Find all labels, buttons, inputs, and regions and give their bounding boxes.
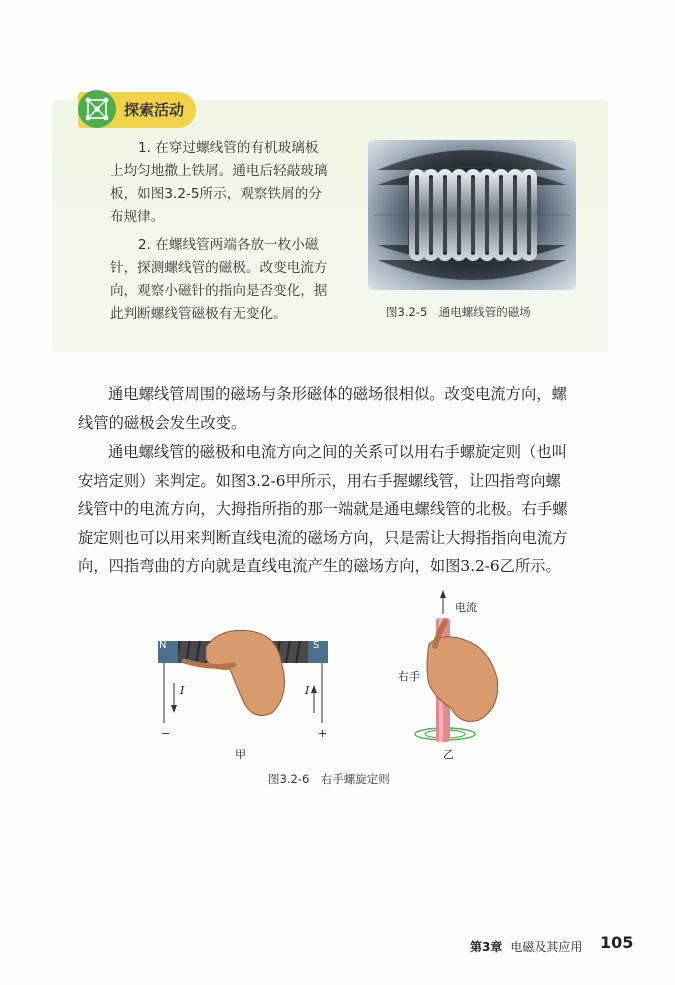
text-line: 板，如图3.2-5所示，观察铁屑的分 <box>110 186 322 202</box>
south-pole-label: S <box>313 640 320 651</box>
current-label-right: I <box>305 684 310 697</box>
text-line: 安培定则）来判定。如图3.2-6甲所示，用右手握螺线管，让四指弯向螺 <box>78 471 561 490</box>
text-line: 向，观察小磁针的指向是否变化，据 <box>110 283 328 299</box>
current-label-left: I <box>180 684 185 697</box>
text-line: 2. 在螺线管两端各放一枚小磁 <box>138 237 319 253</box>
chapter-title: 电磁及其应用 <box>510 940 583 954</box>
north-pole-label: N <box>159 640 167 651</box>
chapter-number: 第3章 <box>470 940 503 954</box>
text-line: 布规律。 <box>110 209 165 225</box>
page-number: 105 <box>600 933 634 952</box>
body-paragraph-2 <box>78 438 608 581</box>
text-line: 针，探测螺线管的磁极。改变电流方 <box>110 260 328 276</box>
negative-terminal-label: − <box>161 727 171 740</box>
text-line: 旋定则也可以用来判断直线电流的磁场方向，只是需让大拇指指向电流方 <box>78 528 568 547</box>
text-line: 1. 在穿过螺线管的有机玻璃板 <box>138 140 319 156</box>
text-line: 此判断螺线管磁极有无变化。 <box>110 306 287 322</box>
text-line: 线管中的电流方向，大拇指所指的那一端就是通电螺线管的北极。右手螺 <box>78 500 568 518</box>
text-line: 通电螺线管周围的磁场与条形磁体的磁场很相似。改变电流方向，螺 <box>108 385 567 403</box>
current-direction-label: 电流 <box>455 601 477 614</box>
text-line: 向，四指弯曲的方向就是直线电流产生的磁场方向，如图3.2-6乙所示。 <box>78 557 561 575</box>
figure-caption-3-2-6: 图3.2-6 右手螺旋定则 <box>268 772 390 786</box>
activity-paragraph-2 <box>110 234 360 326</box>
solenoid-photo <box>368 140 576 290</box>
activity-title: 探索活动 <box>124 101 185 119</box>
positive-terminal-label: + <box>318 727 328 740</box>
figure-caption-3-2-5: 图3.2-5 通电螺线管的磁场 <box>386 305 531 319</box>
text-line: 线管的磁极会发生改变。 <box>78 413 247 432</box>
activity-paragraph-1 <box>110 137 360 229</box>
text-line: 通电螺线管的磁极和电流方向之间的关系可以用右手螺旋定则（也叫 <box>108 443 567 461</box>
figure-part-yi: 乙 <box>443 748 454 761</box>
figure-part-jia: 甲 <box>235 748 246 761</box>
right-hand-solenoid-diagram <box>150 625 340 745</box>
right-hand-label: 右手 <box>398 670 420 683</box>
explore-icon <box>78 90 116 128</box>
chapter-footer <box>470 938 582 955</box>
text-line: 上均匀地撒上铁屑。通电后轻敲玻璃 <box>110 163 328 179</box>
body-paragraph-1 <box>78 380 608 437</box>
